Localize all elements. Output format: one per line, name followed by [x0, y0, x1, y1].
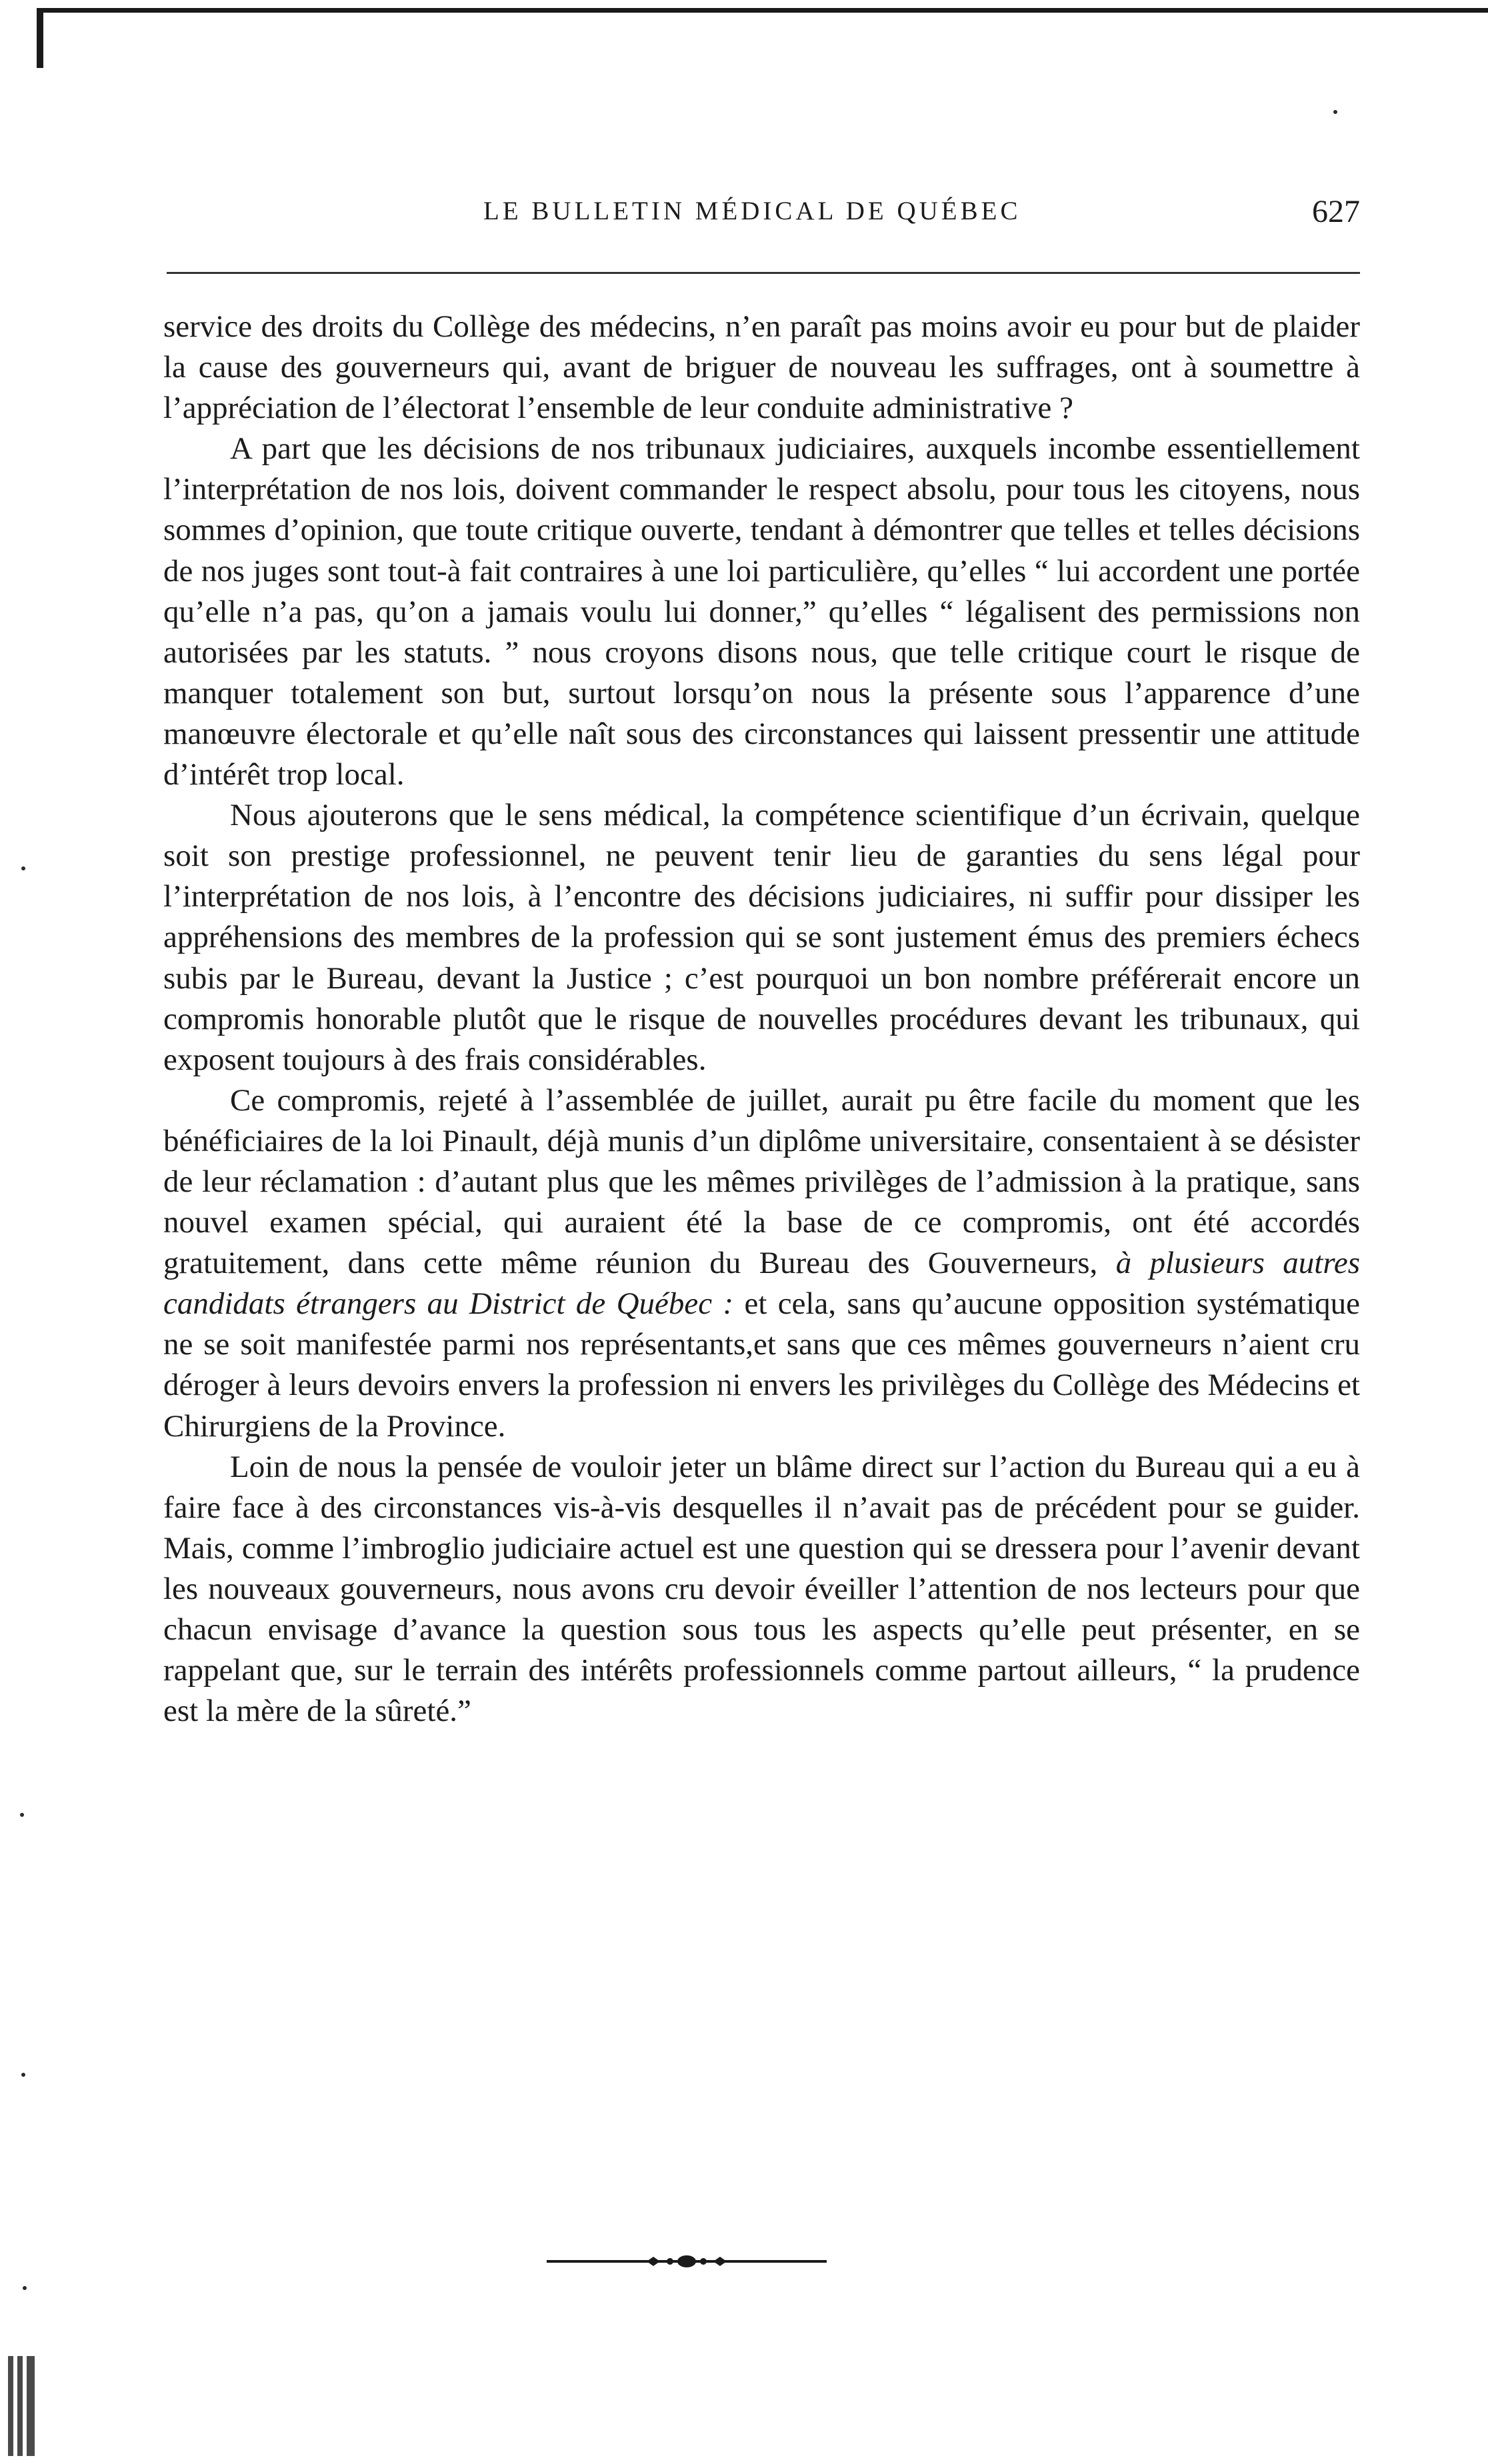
paragraph — [163, 1080, 1360, 1447]
paragraph: A part que les décisions de nos tribunaux judiciaires, auxquels incombe essentiellement l’interprétation de nos lois, doivent commander le respect absolu, pour tous les citoyens, nous sommes d’opinion, que toute critique ouverte, tendant à démontrer que telles et telles décisions de nos juges sont tout-à fait contraires à une loi particulière, qu’elles “ lui accordent une portée qu’elle n’a pas, qu’on a jamais voulu lui donner,” qu’elles “ légalisent des permissions non autorisées par les statuts. ” nous croyons disons nous, que telle critique court le risque de manquer totalement son but, surtout lorsqu’on nous la présente sous l’apparence d’une manœuvre électorale et qu’elle naît sous des circonstances qui laissent pressentir une attitude d’intérêt trop local. — [163, 431, 1360, 792]
paragraph-text: et cela, sans qu’aucune opposition systématique ne se soit manifestée parmi nos représentants,et sans que ces mêmes gouverneurs n’aient cru déroger à leurs devoirs envers la profession ni envers les privilèges du Collège des Médecins et Chirurgiens de la Province. — [163, 1286, 1360, 1444]
page-number: 627 — [1312, 194, 1360, 229]
article-body — [163, 307, 1360, 1732]
italic-emphasis: à plusieurs autres candidats étrangers au District de Québec : — [163, 1246, 1361, 1322]
paragraph-text: Ce compromis, rejeté à l’assemblée de juillet, aurait pu être facile du moment que les bénéficiaires de la loi Pinault, déjà munis d’un diplôme universitaire, consentaient à se désister de leur réclamation : d’autant plus que les mêmes privilèges de l’admission à la pratique, sans nouvel examen spécial, qui auraient été la base de ce compromis, ont été accordés gratuitement, dans cette même réunion du Bureau des Gouverneurs, — [163, 1082, 1360, 1281]
end-ornament — [547, 2251, 827, 2271]
scan-corner-mark — [37, 8, 43, 68]
scan-speck — [23, 2286, 27, 2290]
running-title: LE BULLETIN MÉDICAL DE QUÉBEC — [483, 197, 1021, 225]
paragraph: Nous ajouterons que le sens médical, la compétence scientifique d’un écrivain, quelque soit son prestige professionnel, ne peuvent tenir lieu de garanties du sens légal pour l’interprétation de nos lois, à l’encontre des décisions judiciaires, ni suffir pour dissiper les appréhensions des membres de la profession qui se sont justement émus des premiers échecs subis par le Bureau, devant la Justice ; c’est pourquoi un bon nombre préférerait encore un compromis honorable plutôt que le risque de nouvelles procédures devant les tribunaux, qui exposent toujours à des frais considérables. — [163, 798, 1360, 1077]
header-rule — [167, 272, 1360, 274]
paragraph-continued: service des droits du Collège des médecins, n’en paraît pas moins avoir eu pour but de plaider la cause des gouverneurs qui, avant de briguer de nouveau les suffrages, ont à soumettre à l’appréciation de l’électorat l’ensemble de leur conduite administrative ? — [163, 309, 1360, 426]
scan-speck — [20, 1813, 24, 1817]
paragraph: Loin de nous la pensée de vouloir jeter un blâme direct sur l’action du Bureau qui a eu à faire face à des circonstances vis-à-vis desquelles il n’avait pas de précédent pour se guider. Mais, comme l’imbroglio judiciaire actuel est une question qui se dressera pour l’avenir devant les nouveaux gouverneurs, nous avons cru devoir éveiller l’attention de nos lecteurs pour que chacun envisage d’avance la question sous tous les aspects qu’elle peut présenter, en se rappelant que, sur le terrain des intérêts professionnels comme partout ailleurs, “ la prudence est la mère de la sûreté.” — [163, 1449, 1360, 1729]
scan-binding-mark — [8, 2356, 35, 2456]
scan-speck — [21, 2073, 25, 2077]
scan-speck — [21, 866, 25, 870]
running-header — [167, 193, 1360, 240]
flourish-icon — [547, 2251, 827, 2271]
scan-speck — [1333, 110, 1337, 114]
scan-top-border — [37, 8, 1488, 13]
